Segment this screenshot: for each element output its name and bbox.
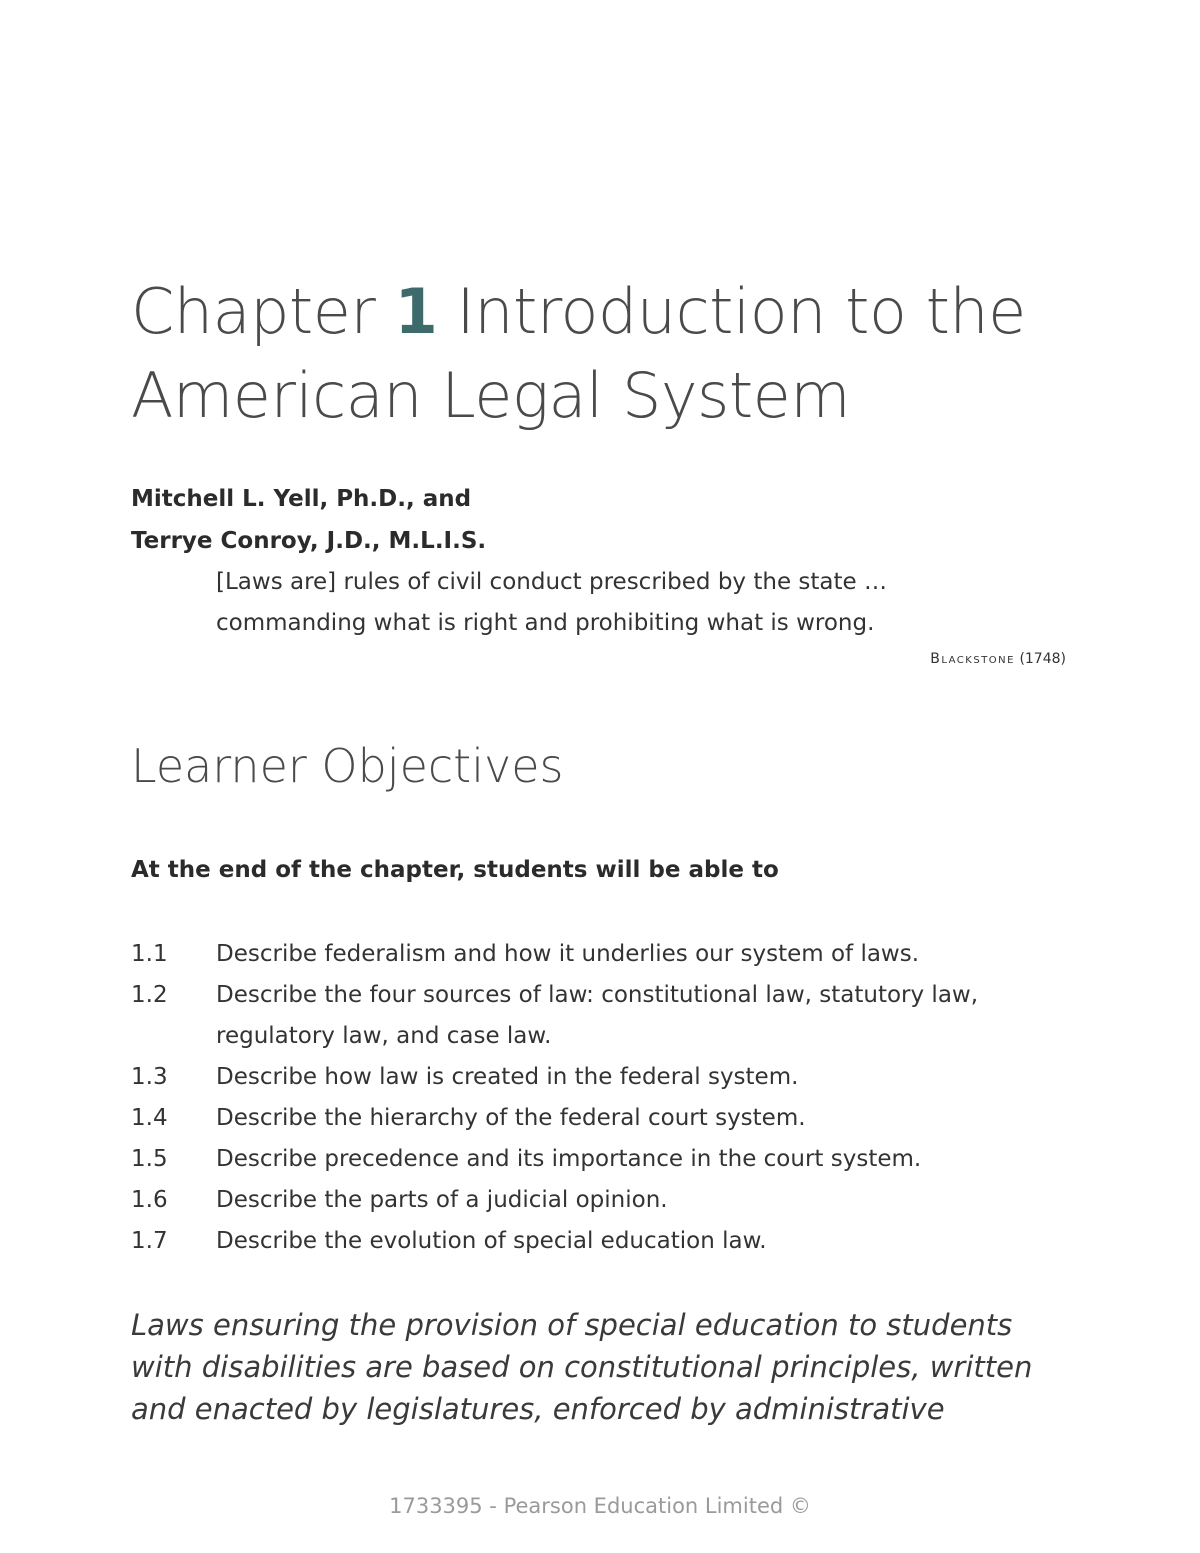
attribution-year: (1748) <box>1019 651 1066 667</box>
epigraph-line: [Laws are] rules of civil conduct prescribed by the state … <box>216 569 887 595</box>
lead-paragraph <box>131 1304 1091 1430</box>
objective-text: Describe how law is created in the federal system. <box>216 1064 799 1090</box>
epigraph-line: commanding what is right and prohibiting what is wrong. <box>216 610 875 636</box>
lead-paragraph-line: and enacted by legislatures, enforced by administrative <box>131 1392 945 1426</box>
author-list <box>131 478 486 562</box>
objective-item <box>131 1057 1071 1098</box>
chapter-prefix: Chapter <box>131 275 376 348</box>
objective-item <box>131 1221 1071 1262</box>
objective-text: Describe federalism and how it underlies our system of laws. <box>216 941 920 967</box>
objective-number: 1.4 <box>131 1105 168 1131</box>
objective-text: Describe the parts of a judicial opinion. <box>216 1187 668 1213</box>
objective-text: Describe the hierarchy of the federal court system. <box>216 1105 806 1131</box>
lead-paragraph-line: Laws ensuring the provision of special education to students <box>131 1308 1013 1342</box>
objective-number: 1.1 <box>131 941 168 967</box>
epigraph-attribution <box>930 651 1066 667</box>
author-name: Mitchell L. Yell, Ph.D., and <box>131 486 472 512</box>
page-footer: 1733395 - Pearson Education Limited © <box>389 1494 811 1518</box>
objective-item <box>131 1098 1071 1139</box>
author-name: Terrye Conroy, J.D., M.L.I.S. <box>131 528 487 554</box>
objective-text: Describe the four sources of law: constitutional law, statutory law, regulatory law, and case law. <box>216 982 979 1049</box>
objective-number: 1.2 <box>131 982 168 1008</box>
objective-number: 1.3 <box>131 1064 168 1090</box>
section-heading: Learner Objectives <box>131 739 564 793</box>
objective-text: Describe the evolution of special education law. <box>216 1228 767 1254</box>
objectives-intro: At the end of the chapter, students will be able to <box>131 857 779 883</box>
objectives-list <box>131 934 1071 1262</box>
chapter-title <box>131 270 1091 438</box>
objective-number: 1.5 <box>131 1146 168 1172</box>
epigraph-quote <box>216 562 887 644</box>
chapter-number: 1 <box>394 275 438 348</box>
lead-paragraph-line: with disabilities are based on constitutional principles, written <box>131 1350 1033 1384</box>
objective-number: 1.7 <box>131 1228 168 1254</box>
chapter-title-line2: American Legal System <box>131 359 851 432</box>
objective-item <box>131 1139 1071 1180</box>
attribution-name: Blackstone <box>930 651 1015 667</box>
objective-number: 1.6 <box>131 1187 168 1213</box>
objective-item <box>131 934 1071 975</box>
chapter-title-line1: Introduction to the <box>456 275 1026 348</box>
objective-item <box>131 975 1071 1057</box>
objective-text: Describe precedence and its importance in the court system. <box>216 1146 922 1172</box>
objective-item <box>131 1180 1071 1221</box>
